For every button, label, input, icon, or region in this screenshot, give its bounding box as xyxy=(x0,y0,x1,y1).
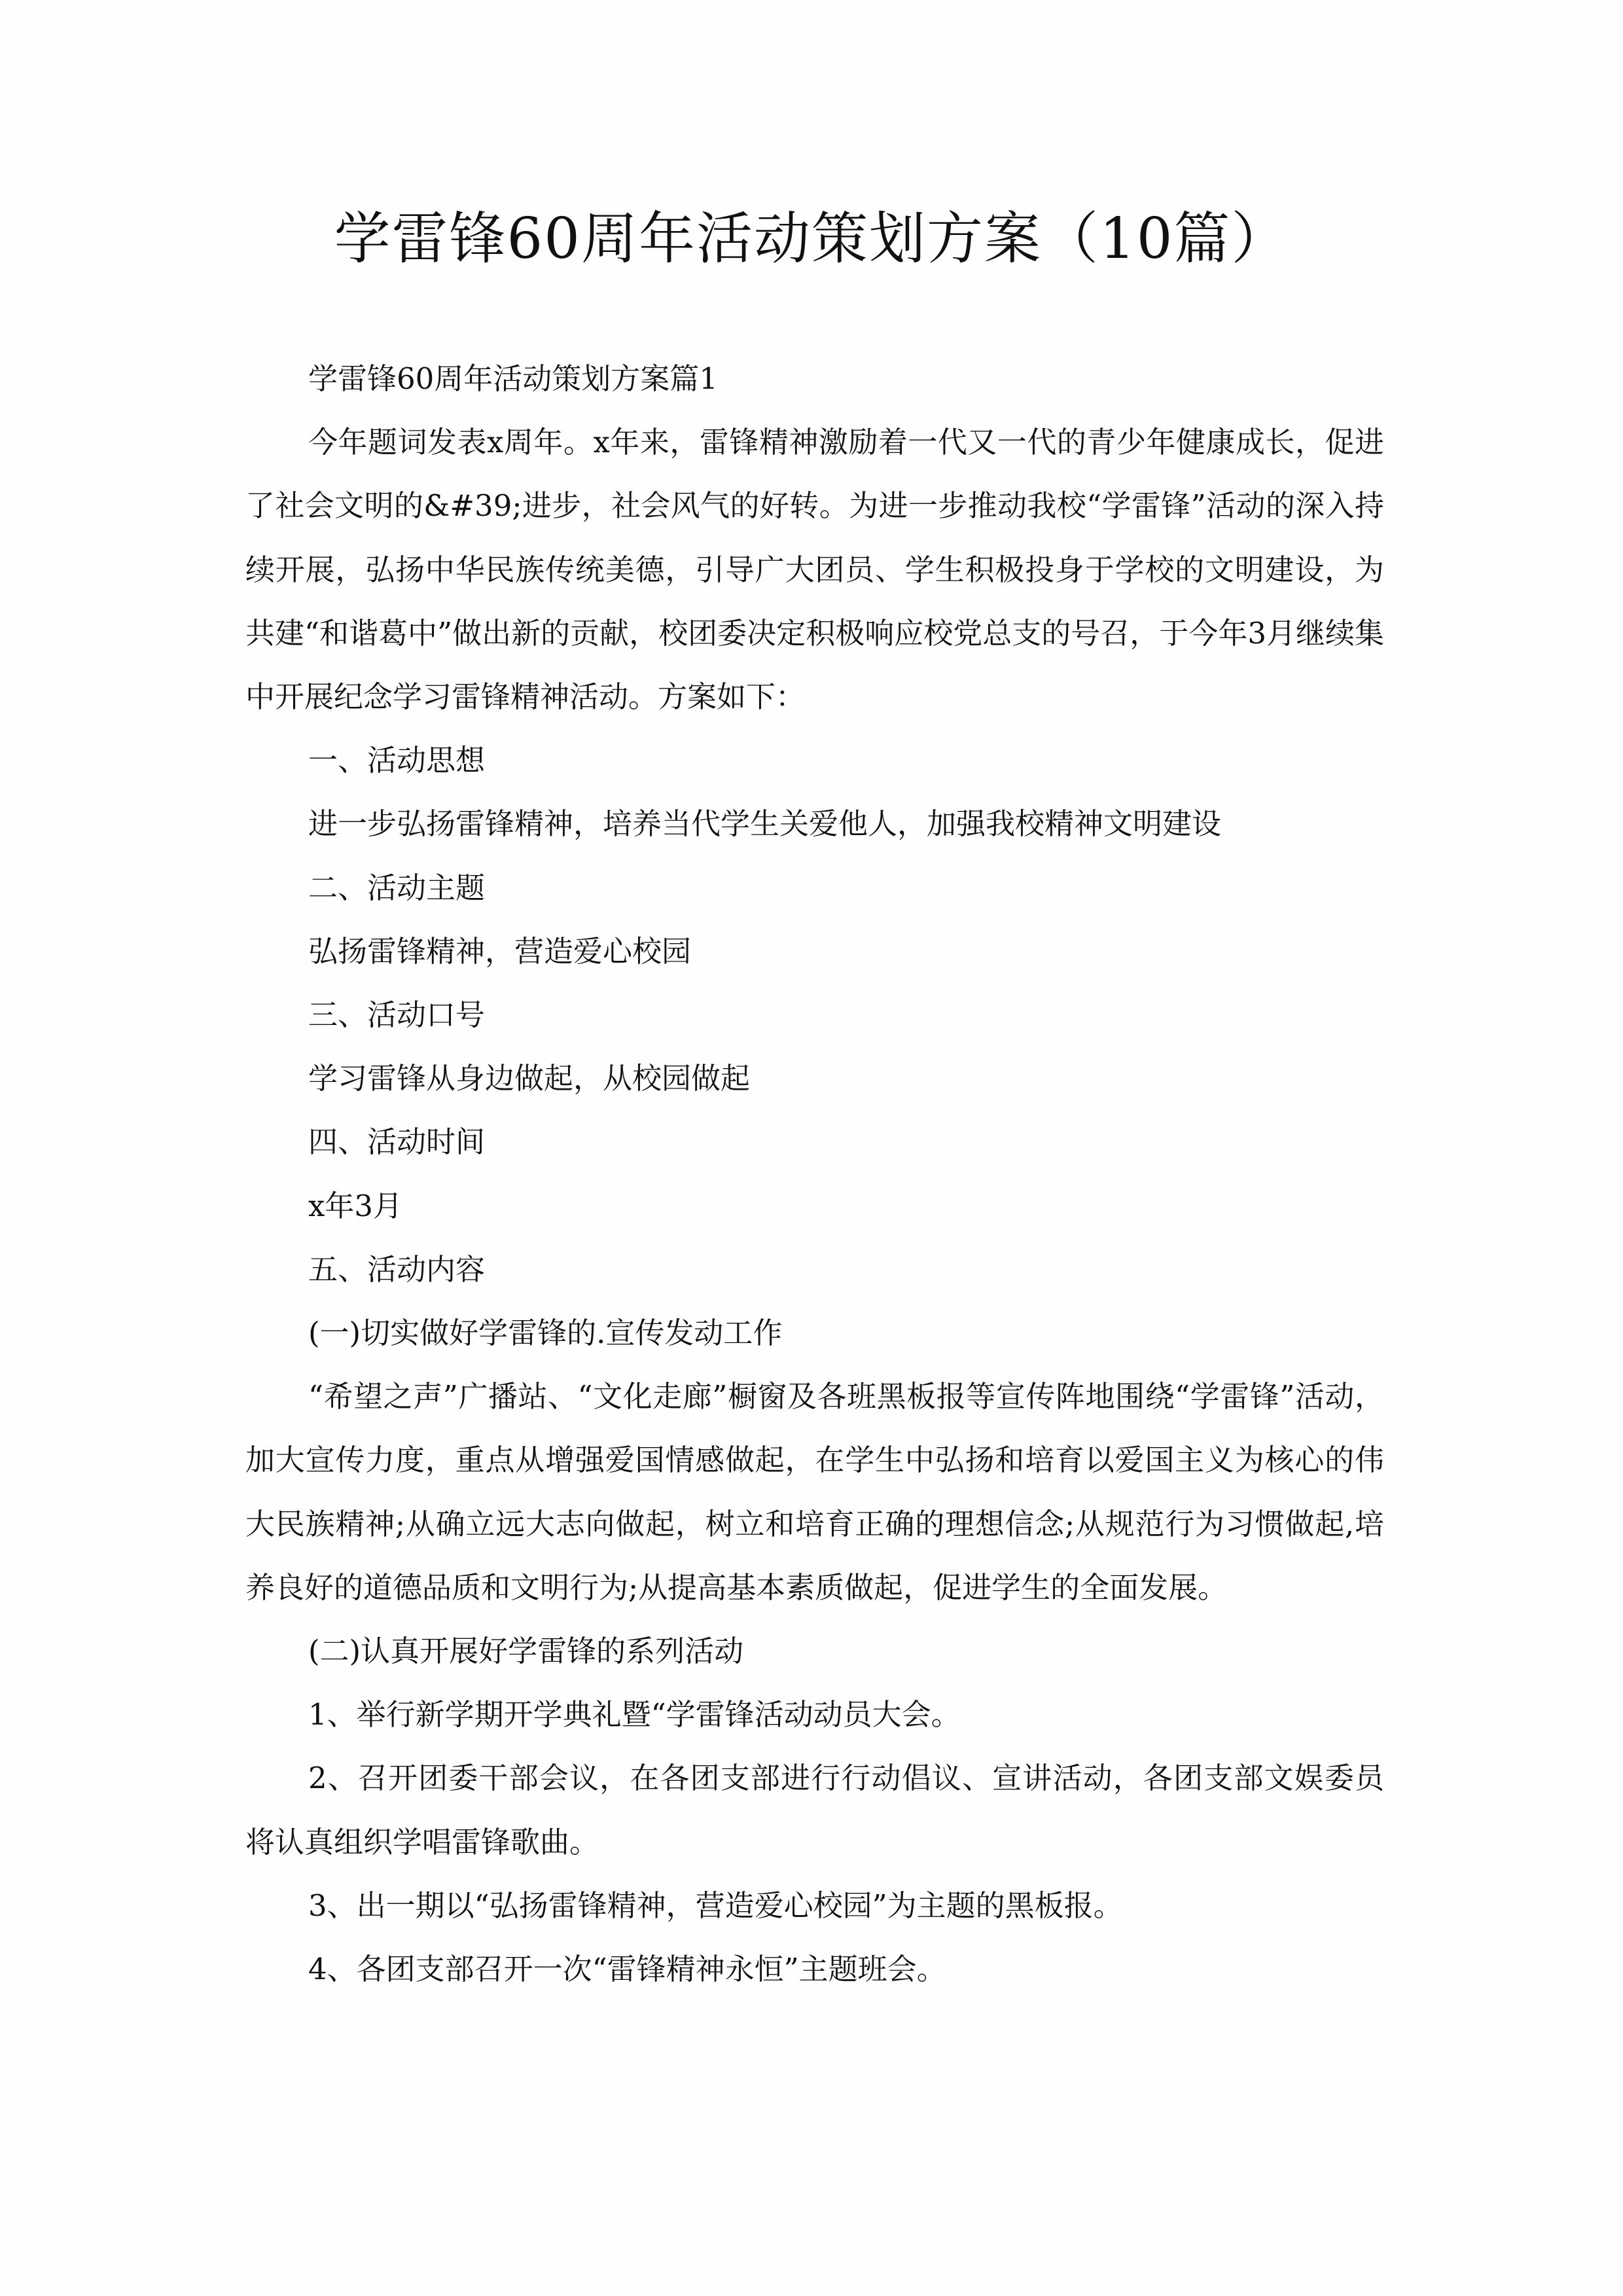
activity-slogan-text: 学习雷锋从身边做起，从校园做起 xyxy=(308,1061,751,1096)
intro-paragraph: 今年题词发表x周年。x年来，雷锋精神激励着一代又一代的青少年健康成长，促进了社会文明的&#39;进步，社会风气的好转。为进一步推动我校“学雷锋”活动的深入持续开展，弘扬中华民族传统美德，引导广大团员、学生积极投身于学校的文明建设，为共建“和谐葛中”做出新的贡献，校团委决定积极响应校党总支的号召，于今年3月继续集中开展纪念学习雷锋精神活动。方案如下： xyxy=(245,425,1384,715)
subheading-publicity: (一)切实做好学雷锋的.宣传发动工作 xyxy=(308,1316,783,1351)
heading-activity-theme: 二、活动主题 xyxy=(308,870,486,905)
list-item: 3、出一期以“弘扬雷锋精神，营造爱心校园”为主题的黑板报。 xyxy=(308,1888,1123,1923)
heading-activity-content: 五、活动内容 xyxy=(308,1251,486,1287)
list-item: 1、举行新学期开学典礼暨“学雷锋活动动员大会。 xyxy=(308,1697,961,1732)
activity-time-text: x年3月 xyxy=(308,1188,403,1223)
heading-activity-idea: 一、活动思想 xyxy=(308,743,486,778)
heading-activity-slogan: 三、活动口号 xyxy=(308,997,486,1033)
document-title: 学雷锋60周年活动策划方案（10篇） xyxy=(334,206,1289,272)
activity-idea-text: 进一步弘扬雷锋精神，培养当代学生关爱他人，加强我校精神文明建设 xyxy=(308,806,1222,842)
subheading-series-activities: (二)认真开展好学雷锋的系列活动 xyxy=(308,1634,744,1669)
document-body xyxy=(245,347,1384,2001)
activity-theme-text: 弘扬雷锋精神，营造爱心校园 xyxy=(308,933,692,969)
list-item: 2、召开团委干部会议，在各团支部进行行动倡议、宣讲活动，各团支部文娱委员将认真组织学唱雷锋歌曲。 xyxy=(245,1761,1384,1859)
publicity-paragraph: “希望之声”广播站、“文化走廊”橱窗及各班黑板报等宣传阵地围绕“学雷锋”活动，加大宣传力度，重点从增强爱国情感做起，在学生中弘扬和培育以爱国主义为核心的伟大民族精神;从确立远大志向做起，树立和培育正确的理想信念;从规范行为习惯做起,培养良好的道德品质和文明行为;从提高基本素质做起，促进学生的全面发展。 xyxy=(245,1379,1384,1605)
section-subtitle: 学雷锋60周年活动策划方案篇1 xyxy=(308,361,718,396)
heading-activity-time: 四、活动时间 xyxy=(308,1124,486,1160)
list-item: 4、各团支部召开一次“雷锋精神永恒”主题班会。 xyxy=(308,1952,946,1987)
